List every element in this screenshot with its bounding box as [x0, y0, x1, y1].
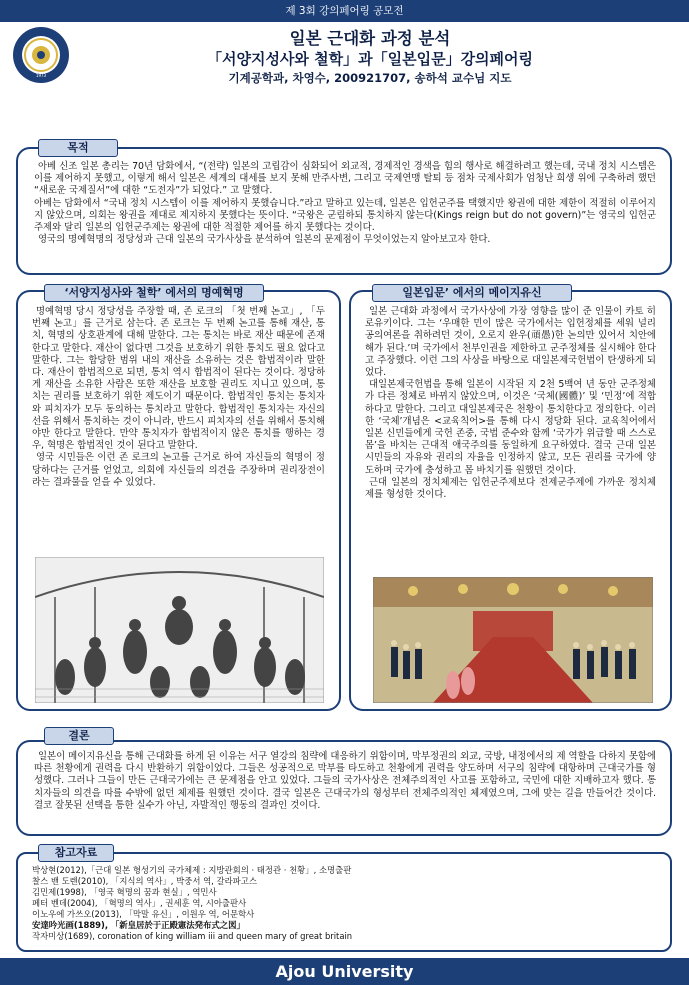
right-paragraph-2: 대일본제국헌법을 통해 일본이 시작된 지 2천 5백여 년 동안 군주정체가 다른 정체로 바뀌지 않았으며, 이것은 ‘국체(國體)’ 및 ‘민정’에 적합하다고 말한다. 그리고 대일본제국은 천황이 통치한다고 정의한다. 이러한 ‘국체’개념은 <교육칙어>를 통해 다시 정당화 된다. 교육칙어에서 일본 신민들에게 국헌 존중, 국법 준수와 함께 ‘국가가 위급할 때 스스로 몸’을 바치는 근대적 애국주의를 동일하게 요구하였다. 결국 근대 일본 시민들의 자유와 권리의 자율을 인정하지 않고, 모든 권리를 국가에 양도하며 국가에 충성하고 몸 바치기를 원했던 것이다. — [365, 379, 656, 476]
purpose-label: 목적 — [38, 139, 118, 157]
right-paragraph-1: 일본 근대화 과정에서 국가사상에 가장 영향을 많이 준 인물이 카토 히로유키이다. 그는 ‘우매한 민이 많은 국가에서는 입헌정체를 세워 널리 공의여론을 취하려던 것이, 오로지 완우(頑愚)한 논의만 있어서 치안에 해가 된다.’며 국가에서 천부인권을 제한하고 군주정체를 실시해야 한다고 주장했다. 이런 그의 사상을 바탕으로 대일본제국헌법이 탄생하게 되었다. — [365, 306, 656, 379]
logo-year: 1973 — [35, 73, 47, 78]
page-title: 일본 근대화 과정 분석 — [289, 29, 451, 48]
left-column-label: ‘서양지성사와 철학’ 에서의 명예혁명 — [44, 284, 264, 302]
left-paragraph-1: 명예혁명 당시 정당성을 주장할 때, 존 로크의 「첫 번째 논고」, 「두 번째 논고」를 근거로 삼는다. 존 로크는 두 번째 논고를 통해 재산, 통치, 혁명의 상호관계에 대해 말한다. 그는 통치는 바로 재산 때문에 존재한다고 말한다. 재산이 없다면 그것을 보호하기 위한 통치도 필요 없다고 말한다. 그는 합당한 범위 내의 재산을 소유하는 것은 합법적이라 말한다. 재산이 합법적으로 되면, 통치 역시 합법적이 된다는 것이다. 정당하게 재산을 소유한 사람은 또한 재산을 보호할 권리도 지니고 있으며, 통치는 권리를 보호하기 위한 제도이기 때문이다. 합법적인 통치는 통치자와 피치자가 모두 동의하는 통치라고 말한다. 합법적인 통치자는 자신의 선을 위해서 통치하는 것이 아니라, 반드시 피치자의 선을 위해서 통치해야만 한다고 말한다. 만약 통치자가 합법적이지 않은 통치를 행하는 경우, 혁명은 합법적인 것이 된다고 말한다. — [32, 306, 325, 452]
reference-item: 박상현(2012),「근대 일본 형성기의 국가체제 : 지방관회의 · 태정관 · 천황」, 소명출판 — [32, 865, 352, 875]
right-paragraph-3: 근대 일본의 정치체제는 입헌군주제보다 전제군주제에 가까운 정치체제를 형성한 것이다. — [365, 476, 656, 501]
references-box — [16, 852, 672, 952]
reference-item: 이노우에 가쓰오(2013), 「막말 유신」, 이원우 역, 어문학사 — [32, 909, 255, 919]
footer-text: Ajou University — [275, 962, 414, 981]
reference-item: 찰스 밴 도렌(2010), 「지식의 역사」, 박중서 역, 갈라파고스 — [32, 876, 257, 886]
purpose-paragraph-2: 아베는 담화에서 “국내 정치 시스템이 이를 제어하지 못했습니다.”라고 말하고 있는데, 일본은 입헌군주를 택했지만 왕권에 대한 제한이 적절히 이루어지지 않았으며, 의회는 왕권을 제대로 제지하지 못했다는 뜻이다. “국왕은 군림하되 통치하지 않는다(Kings reign but do not govern)”는 영국의 입헌군주제와 달리 일본의 입헌군주제는 왕권에 대한 적절한 제어를 하지 못했다는 것이다. — [34, 197, 656, 234]
banner-text: 제 3회 강의페어링 공모전 — [285, 5, 404, 17]
reference-item: 安達吟光画(1889), 「新皇居於于正殿憲法発布式之図」 — [32, 920, 245, 930]
references-label: 참고자료 — [38, 844, 114, 862]
footer-bar — [0, 958, 689, 985]
page-subtitle: 「서양지성사와 철학」과「일본입문」강의페어링 — [206, 50, 534, 68]
purpose-paragraph-1: 아베 신조 일본 총리는 70년 담화에서, “(전략) 일본의 고립감이 심화되어 외교적, 경제적인 경색을 힘의 행사로 해결하려고 했는데, 국내 정치 시스템은 이를 제어하지 못했고, 이렇게 해서 일본은 세계의 대세를 보지 못해 만주사변, 그리고 국제연맹 탈퇴 등 점차 국제사회가 엄청난 희생 위에 구축하려 했던 “새로운 국제질서”에 대한 “도전자”가 되었다.” 고 말했다. — [34, 161, 656, 197]
coronation-engraving-image — [35, 557, 324, 703]
left-paragraph-2: 영국 시민들은 이런 존 로크의 논고를 근거로 하여 자신들의 혁명이 정당하다는 근거를 얻었고, 의회에 자신들의 의견을 주장하며 권리장전이라는 결과물을 얻을 수 있었다. — [32, 452, 325, 488]
purpose-paragraph-3: 영국의 명예혁명의 정당성과 근대 일본의 국가사상을 분석하여 일본의 문제점이 무엇이었는지 알아보고자 한다. — [38, 234, 491, 246]
author-line: 기계공학과, 차영수, 200921707, 송하석 교수님 지도 — [228, 71, 512, 85]
reference-item: 페터 벤데(2004), 「혁명의 역사」, 권세훈 역, 시아출판사 — [32, 898, 247, 908]
reference-item: 김민제(1998), 「영국 혁명의 꿈과 현실」, 역민사 — [32, 887, 217, 897]
purpose-box — [16, 147, 672, 275]
right-column-label: 일본입문’ 에서의 메이지유신 — [372, 284, 572, 302]
conclusion-box — [16, 740, 672, 836]
conclusion-label: 결론 — [44, 727, 114, 745]
top-banner — [0, 0, 689, 22]
conclusion-paragraph: 일본이 메이지유신을 통해 근대화를 하게 된 이유는 서구 열강의 침략에 대응하기 위함이며, 막부정권의 외교, 국방, 내정에서의 제 역할을 다하지 못함에 따른 천황에게 권력을 다시 반환하기 위함이었다. 그들은 성공적으로 막부를 타도하고 천황에게 권력을 양도하며 서구의 침략에 대항하며 근대국가를 형성했다. 그러나 그들이 만든 근대국가에는 큰 문제점을 안고 있었다. 그들의 국가사상은 전체주의적인 사고를 포함하고, 국민에 대한 지배하고자 했다. 통치자들의 의견을 따를 수밖에 없던 체제를 원했던 것이다. 결국 일본은 근대국가의 형성부터 전체주의적인 체제였으며, 그에 맞는 길을 만들어간 것이다. 결코 잘못된 선택을 통한 실수가 아닌, 자발적인 행동의 결과인 것이다. — [34, 751, 656, 811]
ajou-university-seal-icon — [12, 26, 70, 84]
reference-item: 작자미상(1689), coronation of king william iii and queen mary of great britain — [32, 931, 353, 941]
constitution-ceremony-image — [373, 577, 653, 703]
